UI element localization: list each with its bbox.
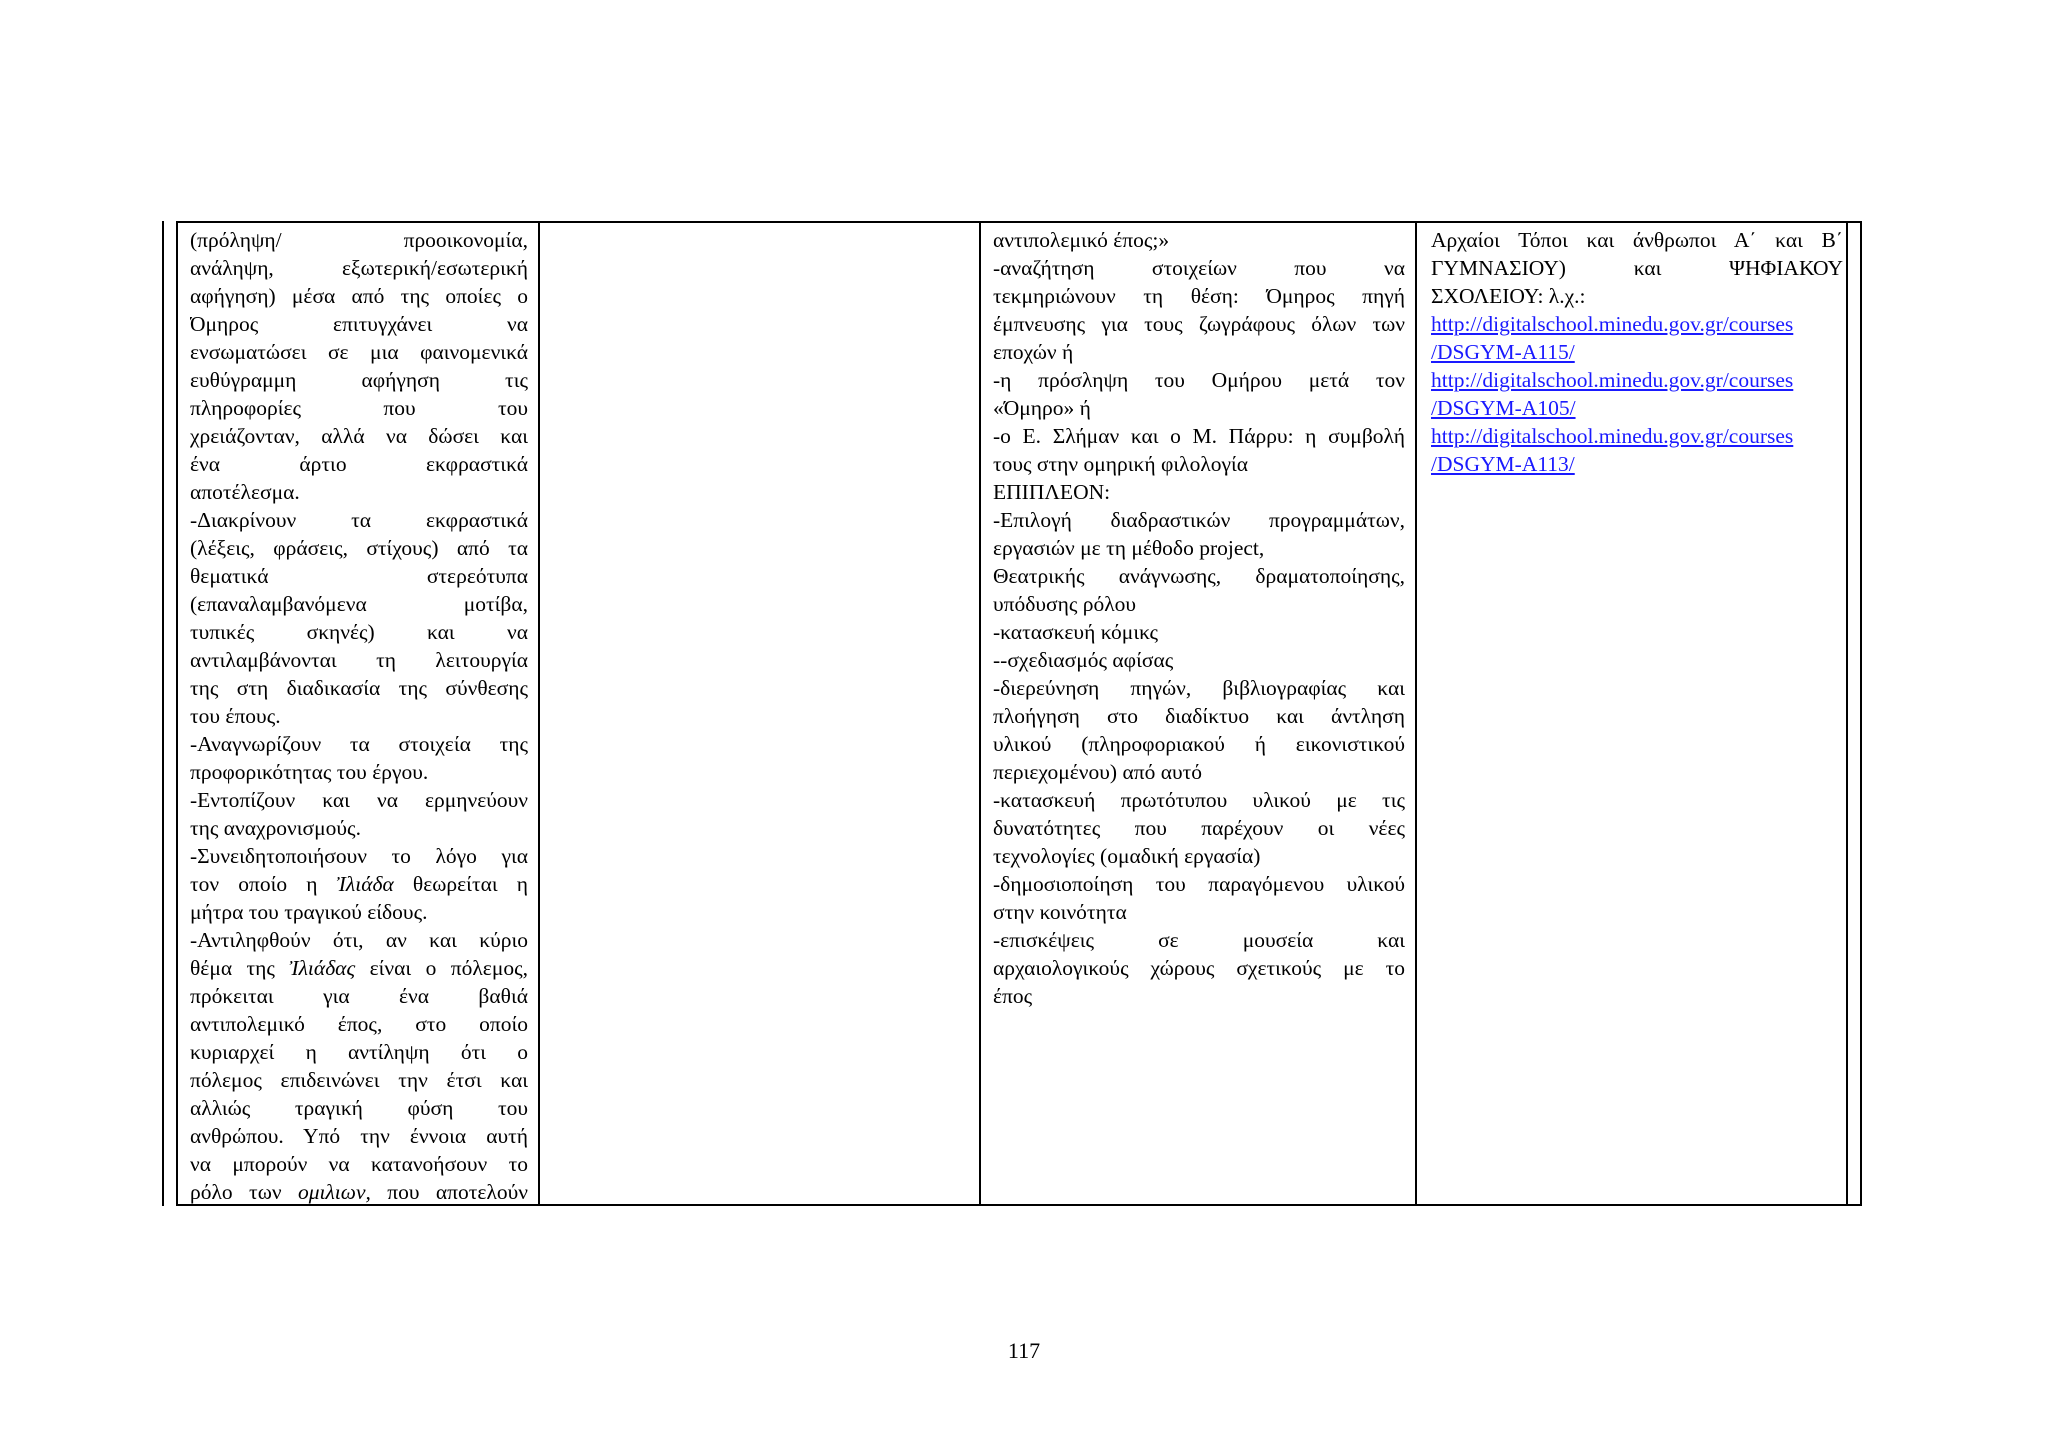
col1-line: -Εντοπίζουν και να ερμηνεύουν — [190, 788, 528, 812]
column-divider-1 — [538, 221, 540, 1206]
col3-line: εποχών ή — [993, 340, 1074, 364]
col4-line[interactable] — [1431, 310, 1843, 338]
resource-link[interactable]: http://digitalschool.minedu.gov.gr/courses — [1431, 424, 1794, 448]
col3-line: --σχεδιασμός αφίσας — [993, 648, 1174, 672]
resource-link[interactable]: /DSGYM-A105/ — [1431, 396, 1576, 420]
col1-line: της στη διαδικασία της σύνθεσης — [190, 676, 528, 700]
col1-line: τυπικές σκηνές) και να — [190, 620, 528, 644]
text-run: ρόλο των — [190, 1180, 298, 1204]
col1-line: της αναχρονισμούς. — [190, 816, 361, 840]
col3-line: δυνατότητες που παρέχουν οι νέες — [993, 816, 1405, 840]
col3-line: -επισκέψεις σε μουσεία και — [993, 928, 1405, 952]
col1-line — [190, 1178, 528, 1206]
col1-line: -Διακρίνουν τα εκφραστικά — [190, 508, 528, 532]
text-run: θεωρείται η — [393, 872, 528, 896]
col3-line: έπος — [993, 984, 1033, 1008]
col3-line: στην κοινότητα — [993, 900, 1127, 924]
col3-line: -διερεύνηση πηγών, βιβλιογραφίας και — [993, 676, 1405, 700]
col1-line: Όμηρος επιτυγχάνει να — [190, 312, 528, 336]
table-outer-left-rule — [162, 221, 164, 1206]
col1-line: κυριαρχεί η αντίληψη ότι ο — [190, 1040, 528, 1064]
col3-line: τεκμηριώνουν τη θέση: Όμηρος πηγή — [993, 284, 1405, 308]
col1-line: (λέξεις, φράσεις, στίχους) από τα — [190, 536, 528, 560]
col1-line: πρόκειται για ένα βαθιά — [190, 984, 528, 1008]
cell-resources — [1431, 226, 1843, 478]
col1-line: (πρόληψη/ προοικονομία, — [190, 228, 528, 252]
col1-line: ένα άρτιο εκφραστικά — [190, 452, 528, 476]
col4-line[interactable] — [1431, 394, 1843, 422]
col1-line: -Αντιληφθούν ότι, αν και κύριο — [190, 928, 528, 952]
col1-line: αντιπολεμικό έπος, στο οποίο — [190, 1012, 528, 1036]
col3-line: τους στην ομηρική φιλολογία — [993, 452, 1249, 476]
col1-line: θεματικά στερεότυπα — [190, 564, 528, 588]
col1-line: -Αναγνωρίζουν τα στοιχεία της — [190, 732, 528, 756]
col1-line: ευθύγραμμη αφήγηση τις — [190, 368, 528, 392]
col1-line: προφορικότητας του έργου. — [190, 760, 429, 784]
col1-line: ανάληψη, εξωτερική/εσωτερική — [190, 256, 528, 280]
text-run: που αποτελούν — [370, 1180, 528, 1204]
col3-line: -κατασκευή πρωτότυπου υλικού με τις — [993, 788, 1405, 812]
col3-line: -αναζήτηση στοιχείων που να — [993, 256, 1405, 280]
cell-learning-objectives — [190, 226, 528, 1206]
col1-line: -Συνειδητοποιήσουν το λόγο για — [190, 844, 528, 868]
col3-line: «Όμηρο» ή — [993, 396, 1091, 420]
col3-line: αρχαιολογικούς χώρους σχετικούς με το — [993, 956, 1405, 980]
col3-line: -δημοσιοποίηση του παραγόμενου υλικού — [993, 872, 1405, 896]
col1-line: ενσωματώσει σε μια φαινομενικά — [190, 340, 528, 364]
text-run: τον οποίο η — [190, 872, 337, 896]
italic-title: Ἰλιάδα — [336, 872, 394, 896]
resource-link[interactable]: /DSGYM-A113/ — [1431, 452, 1575, 476]
table-inner-left-rule — [176, 221, 178, 1206]
col4-line[interactable] — [1431, 338, 1843, 366]
col4-line: Αρχαίοι Τόποι και άνθρωποι Α΄ και Β΄ — [1431, 228, 1843, 252]
col3-line: περιεχομένου) από αυτό — [993, 760, 1202, 784]
col4-line[interactable] — [1431, 422, 1843, 450]
col3-line: Θεατρικής ανάγνωσης, δραματοποίησης, — [993, 564, 1405, 588]
resource-link[interactable]: http://digitalschool.minedu.gov.gr/courses — [1431, 312, 1794, 336]
page-number: 117 — [1007, 1338, 1041, 1363]
col1-line: χρειάζονταν, αλλά να δώσει και — [190, 424, 528, 448]
col3-line: -Επιλογή διαδραστικών προγραμμάτων, — [993, 508, 1405, 532]
col1-line: μήτρα του τραγικού είδους. — [190, 900, 428, 924]
col1-line: να μπορούν να κατανοήσουν το — [190, 1152, 528, 1176]
col4-line[interactable] — [1431, 366, 1843, 394]
col3-line: πλοήγηση στο διαδίκτυο και άντληση — [993, 704, 1405, 728]
col1-line: πόλεμος επιδεινώνει την έτσι και — [190, 1068, 528, 1092]
col3-line: -κατασκευή κόμικς — [993, 620, 1158, 644]
col3-line: -η πρόσληψη του Ομήρου μετά τον — [993, 368, 1405, 392]
col1-line: αποτέλεσμα. — [190, 480, 300, 504]
col1-line: αλλιώς τραγική φύση του — [190, 1096, 528, 1120]
col1-line: (επαναλαμβανόμενα μοτίβα, — [190, 592, 528, 616]
table-outer-right-rule — [1846, 221, 1848, 1206]
text-run: θέμα της — [190, 956, 290, 980]
col4-line: ΣΧΟΛΕΙΟΥ: λ.χ.: — [1431, 284, 1586, 308]
resource-link[interactable]: /DSGYM-A115/ — [1431, 340, 1575, 364]
col3-line: αντιπολεμικό έπος;» — [993, 228, 1170, 252]
col1-line — [190, 954, 528, 982]
column-divider-3 — [1415, 221, 1417, 1206]
col1-line: πληροφορίες που του — [190, 396, 528, 420]
col1-line: αφήγηση) μέσα από της οποίες ο — [190, 284, 528, 308]
cell-activities — [993, 226, 1405, 1010]
col3-line: υλικού (πληροφοριακού ή εικονιστικού — [993, 732, 1405, 756]
col1-line: του έπους. — [190, 704, 281, 728]
col4-line: ΓΥΜΝΑΣΙΟΥ) και ΨΗΦΙΑΚΟΥ — [1431, 256, 1843, 280]
resource-link[interactable]: http://digitalschool.minedu.gov.gr/courses — [1431, 368, 1794, 392]
col3-line: έμπνευσης για τους ζωγράφους όλων των — [993, 312, 1405, 336]
col3-line: τεχνολογίες (ομαδική εργασία) — [993, 844, 1261, 868]
col3-line: -ο Ε. Σλήμαν και ο Μ. Πάρρυ: η συμβολή — [993, 424, 1405, 448]
col3-line: ΕΠΙΠΛΕΟΝ: — [993, 480, 1111, 504]
col4-line[interactable] — [1431, 450, 1843, 478]
col1-line — [190, 870, 528, 898]
col1-line: αντιλαμβάνονται τη λειτουργία — [190, 648, 528, 672]
italic-title: ομιλιων, — [297, 1180, 371, 1204]
col1-line: ανθρώπου. Υπό την έννοια αυτή — [190, 1124, 528, 1148]
italic-title: Ἰλιάδας — [289, 956, 356, 980]
col3-line: υπόδυσης ρόλου — [993, 592, 1137, 616]
column-divider-2 — [979, 221, 981, 1206]
text-run: είναι ο πόλεμος, — [355, 956, 528, 980]
col3-line: εργασιών με τη μέθοδο project, — [993, 536, 1265, 560]
